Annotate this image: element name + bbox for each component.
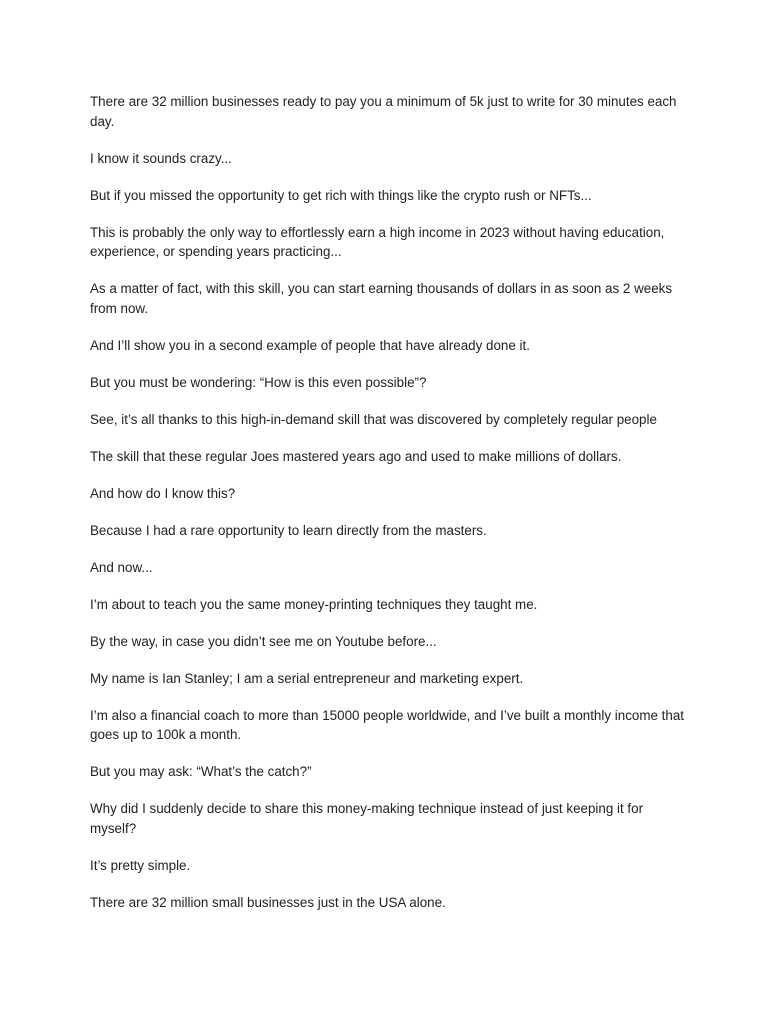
paragraph: Why did I suddenly decide to share this money-making technique instead of just keeping it for myself? [90,801,644,836]
paragraph: Because I had a rare opportunity to learn directly from the masters. [90,522,487,538]
paragraph: And now... [90,559,153,575]
paragraph: It’s pretty simple. [90,857,191,873]
document-body [90,92,690,930]
paragraph: I’m about to teach you the same money-printing techniques they taught me. [90,596,538,612]
paragraph: By the way, in case you didn’t see me on Youtube before... [90,633,437,649]
paragraph: There are 32 million businesses ready to pay you a minimum of 5k just to write for 30 minutes each day. [90,94,677,129]
paragraph: And how do I know this? [90,485,236,501]
paragraph: This is probably the only way to effortlessly earn a high income in 2023 without having education, experience, or spending years practicing... [90,224,665,259]
paragraph: My name is Ian Stanley; I am a serial entrepreneur and marketing expert. [90,670,524,686]
paragraph: There are 32 million small businesses just in the USA alone. [90,894,446,910]
paragraph: But if you missed the opportunity to get rich with things like the crypto rush or NFTs... [90,187,592,203]
paragraph: As a matter of fact, with this skill, you can start earning thousands of dollars in as soon as 2 weeks from now. [90,281,673,316]
paragraph: I know it sounds crazy... [90,150,232,166]
paragraph: I’m also a financial coach to more than 15000 people worldwide, and I’ve built a monthly income that goes up to 100k a month. [90,707,684,742]
paragraph: But you may ask: “What’s the catch?” [90,764,312,779]
paragraph: See, it’s all thanks to this high-in-demand skill that was discovered by completely regular people [90,411,657,427]
paragraph: But you must be wondering: “How is this even possible”? [90,374,427,390]
paragraph: The skill that these regular Joes mastered years ago and used to make millions of dollars. [90,448,622,464]
paragraph: And I’ll show you in a second example of people that have already done it. [90,337,530,353]
